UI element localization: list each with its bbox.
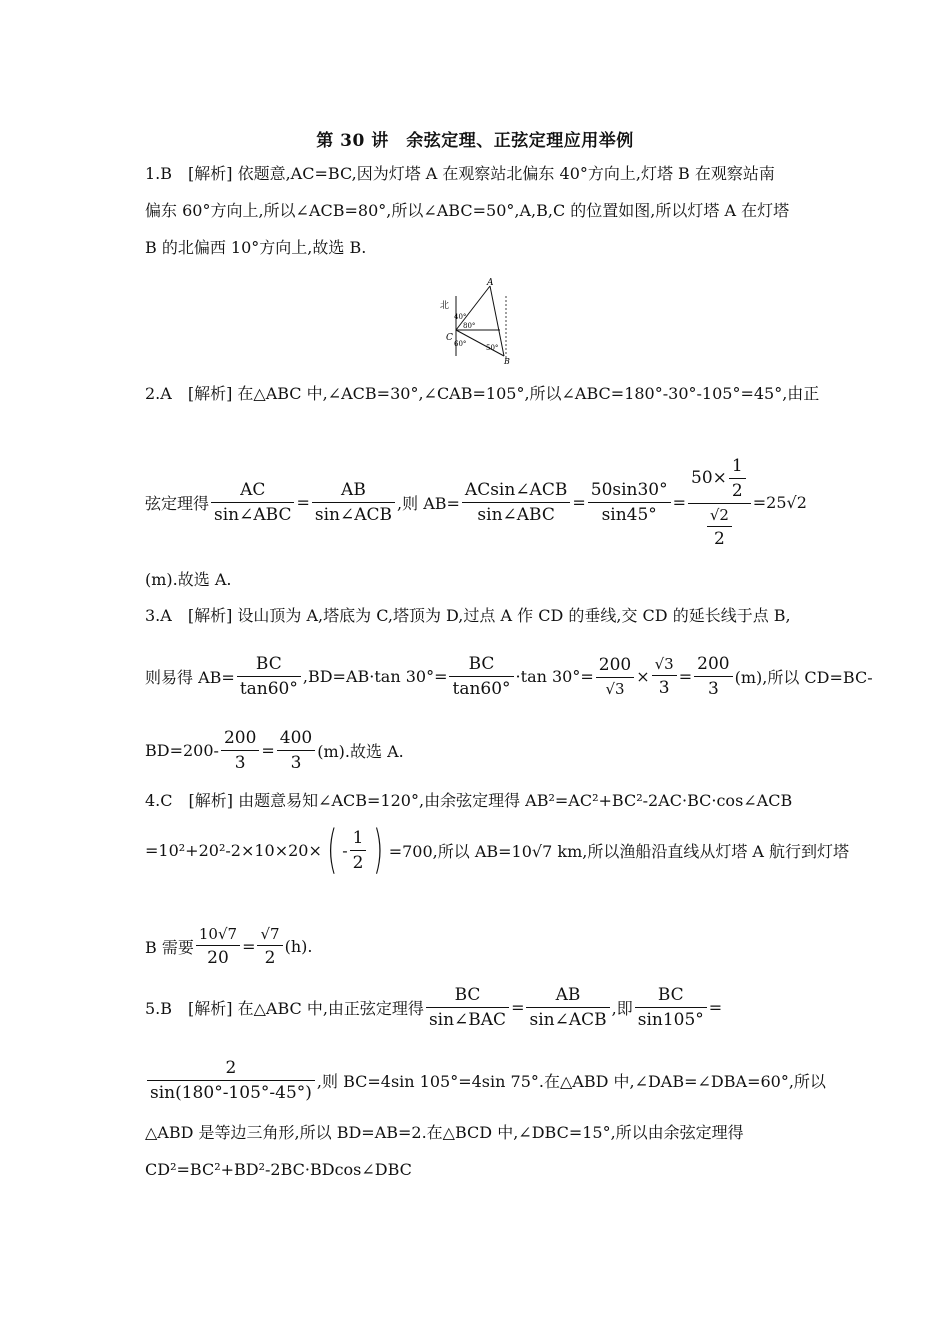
q2-line-3: (m).故选 A. (145, 570, 232, 589)
q1-line-3: B 的北偏西 10°方向上,故选 B. (145, 238, 367, 257)
q5-line-3: △ABD 是等边三角形,所以 BD=AB=2.在△BCD 中,∠DBC=15°,所以由余弦定理得 (145, 1123, 744, 1142)
q2-lead: 弦定理得 (145, 493, 210, 513)
q1-line-2: 偏东 60°方向上,所以∠ACB=80°,所以∠ABC=50°,A,B,C 的位置如图,所以灯塔 A 在灯塔 (145, 201, 790, 220)
q4-line-2: =10²+20²-2×10×20× ( - $\frac{1}{2}$ ) =700,所以 AB=10√7 km,所以渔船沿直线从灯塔 A 航行到灯塔 (145, 820, 850, 880)
q2-frac-5: 50× $\frac{1}{2}$ $\frac{√2}{2}$ (688, 456, 751, 549)
q2-frac-4: $\frac{50\sin 30^\circ}{\sin 45^\circ}$ (588, 480, 671, 525)
figure-angle-80: 80° (463, 322, 476, 330)
q4-line-1: 4.C [解析] 由题意易知∠ACB=120°,由余弦定理得 AB²=AC²+BC²-2AC·BC·cos∠ACB (145, 791, 793, 810)
q5-line-2: $\frac{2}{\sin(180^\circ-105^\circ-45^\circ)}$ ,则 BC=4sin 105°=4sin 75°.在△ABD 中,∠DAB=∠DBA=60°,所以 (145, 1054, 826, 1106)
figure-angle-60: 60° (454, 340, 467, 348)
q3-line-1: 3.A [解析] 设山顶为 A,塔底为 C,塔顶为 D,过点 A 作 CD 的垂线,交 CD 的延长线于点 B, (145, 606, 791, 625)
q3-frac-e: $\frac{200}{3}$ (221, 728, 259, 773)
q5-frac-2: $\frac{AB}{\text{sin∠ACB}}$ (526, 985, 609, 1030)
q2-frac-3: $\frac{\text{ACsin∠ACB}}{\text{sin∠ABC}}$ (462, 480, 570, 525)
q5-frac-1: $\frac{BC}{\text{sin∠BAC}}$ (426, 985, 509, 1030)
q3-frac-b: $\frac{200}{√3}$ (596, 655, 634, 698)
figure-label-a: A (487, 278, 494, 288)
figure-north-label: 北 (440, 301, 450, 311)
figure-angle-40: 40° (454, 313, 467, 321)
page-title: 第 30 讲 余弦定理、正弦定理应用举例 (316, 131, 634, 151)
q2-frac-2: $\frac{AB}{\text{sin∠ACB}}$ (312, 480, 395, 525)
q3-line-3: BD=200- $\frac{200}{3}$ = $\frac{400}{3}$ (m).故选 A. (145, 727, 404, 773)
q2-then: ,则 AB= (397, 493, 460, 513)
lighthouse-figure (436, 276, 526, 368)
q3-frac-c: $\frac{√3}{3}$ (652, 655, 677, 698)
figure-label-c: C (446, 333, 453, 343)
q2-result: =25√2 (752, 492, 807, 512)
figure-label-b: B (504, 357, 510, 366)
q4-frac-half: $\frac{1}{2}$ (350, 828, 367, 873)
q5-frac-4: $\frac{2}{\sin(180^\circ-105^\circ-45^\circ)}$ (147, 1058, 315, 1103)
q5-line-1: 5.B [解析] 在△ABC 中,由正弦定理得 $\frac{BC}{\text{sin∠BAC}}$ = $\frac{AB}{\text{sin∠ACB}}$ ,即 $\frac{BC}{\sin 105^\circ}$ = (145, 984, 723, 1030)
q1-line-1: 1.B [解析] 依题意,AC=BC,因为灯塔 A 在观察站北偏东 40°方向上,灯塔 B 在观察站南 (145, 164, 775, 183)
q2-formula-line: 弦定理得 $\frac{AC}{\text{sin∠ABC}}$ = $\frac{AB}{\text{sin∠ACB}}$ ,则 AB= $\frac{\text{ACsin∠ACB}}{\text{sin∠ABC}}$ = $\frac{50\sin 30^\circ}{\sin 45^\circ}$ = 50× $\frac{1}{2}$ $\frac{√2}{2}$ =25√2 (145, 455, 807, 549)
q3-frac-f: $\frac{400}{3}$ (277, 728, 315, 773)
q2-line-1: 2.A [解析] 在△ABC 中,∠ACB=30°,∠CAB=105°,所以∠ABC=180°-30°-105°=45°,由正 (145, 384, 820, 403)
q5-line-4: CD²=BC²+BD²-2BC·BDcos∠DBC (145, 1160, 412, 1179)
figure-angle-50: 50° (486, 344, 499, 352)
q4-line-3: B 需要 $\frac{10√7}{20}$ = $\frac{√7}{2}$ (h). (145, 924, 313, 968)
q2-frac-1: $\frac{AC}{\text{sin∠ABC}}$ (211, 480, 294, 525)
q3-frac-d: $\frac{200}{3}$ (694, 654, 732, 699)
q5-frac-3: $\frac{BC}{\sin 105^\circ}$ (635, 985, 707, 1030)
q3-frac-a2: $\frac{BC}{\tan 60^\circ}$ (449, 654, 513, 699)
q4-frac-g: $\frac{10√7}{20}$ (196, 925, 240, 968)
q3-formula-line: 则易得 AB= $\frac{BC}{\tan 60^\circ}$ ,BD=AB·tan 30°= $\frac{BC}{\tan 60^\circ}$ ·tan 30°= $\frac{200}{√3}$ × $\frac{√3}{3}$ = $\frac{200}{3}$ (m),所以 CD=BC- (145, 653, 873, 699)
q3-frac-a: $\frac{BC}{\tan 60^\circ}$ (237, 654, 301, 699)
q4-frac-g2: $\frac{√7}{2}$ (257, 925, 282, 968)
